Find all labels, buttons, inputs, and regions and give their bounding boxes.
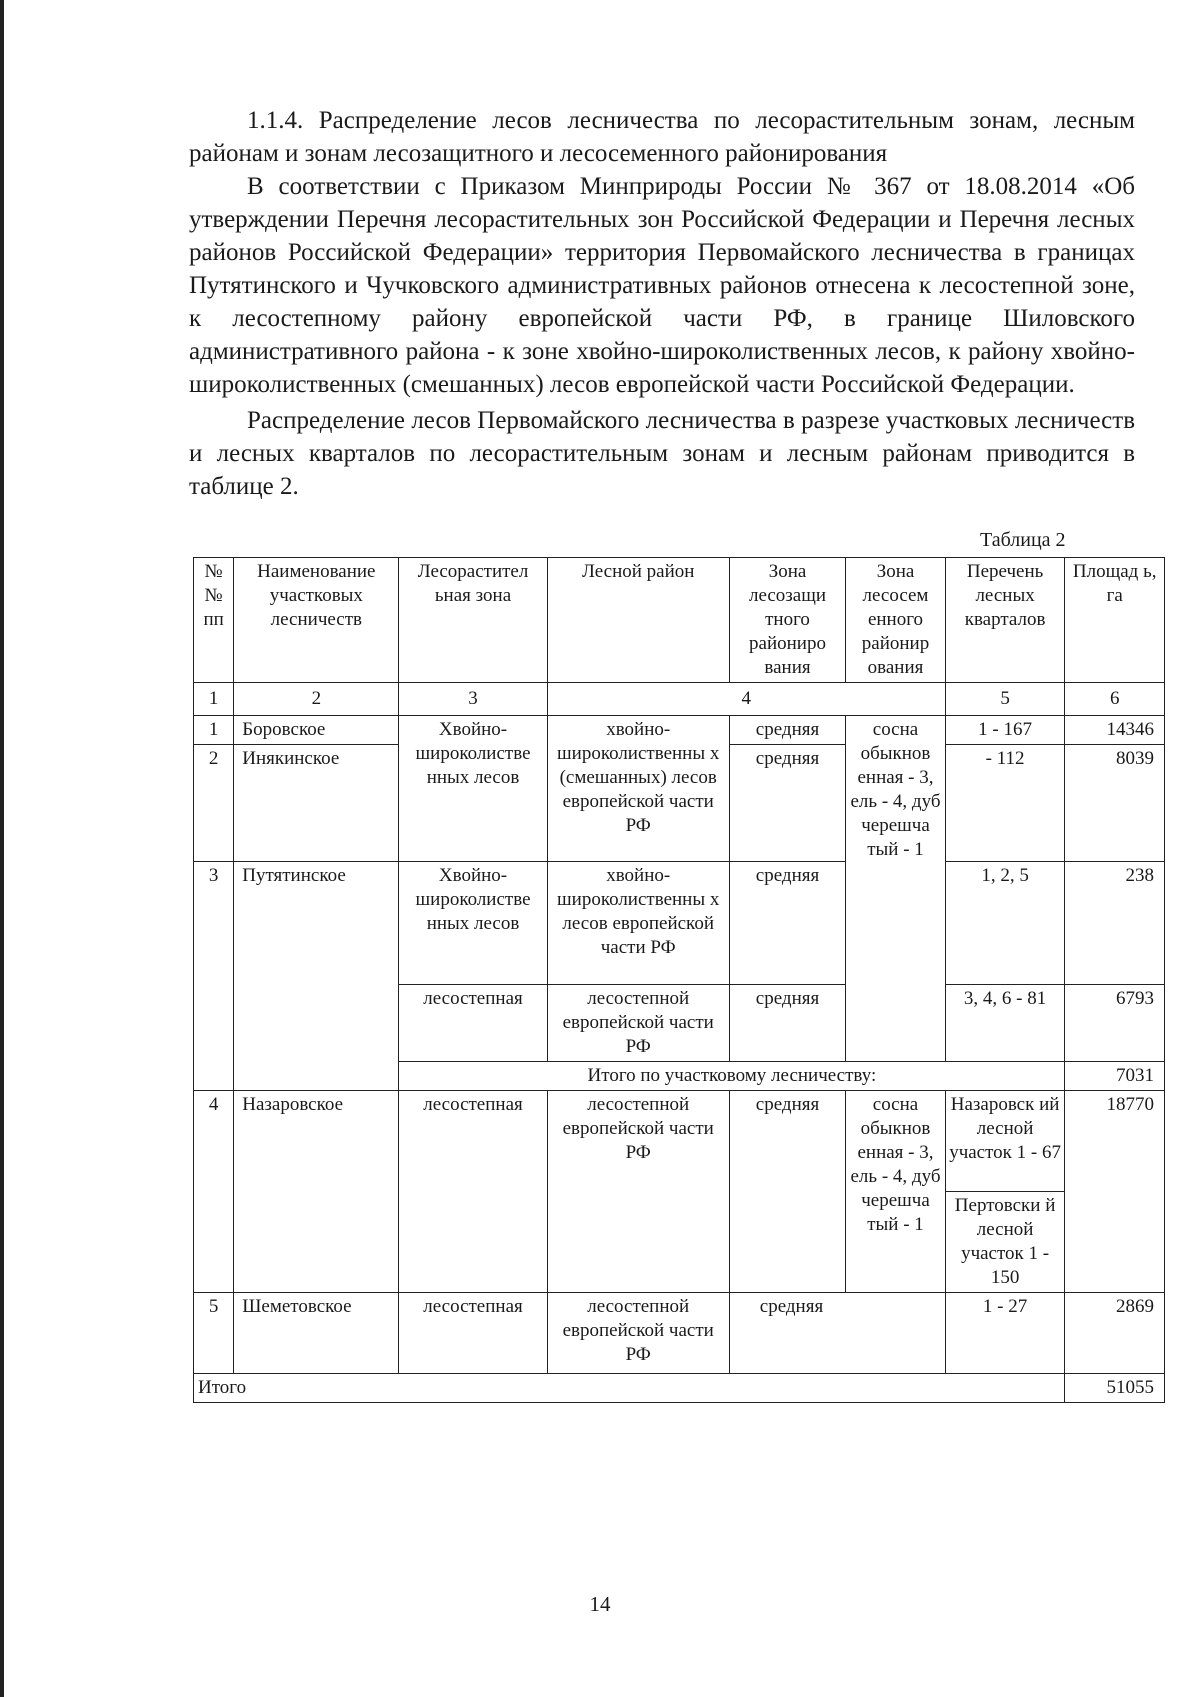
row-protect: средняя	[729, 745, 845, 862]
row-area: 6793	[1065, 985, 1165, 1062]
row-district: лесостепной европейской части РФ	[547, 985, 729, 1062]
row-quarters: Назаровск ий лесной участок 1 - 67	[945, 1091, 1065, 1192]
header-protect-zone: Зона лесозащи тного райониро вания	[729, 558, 845, 683]
row-name: Назаровское	[234, 1091, 399, 1293]
row-protect: средняя	[729, 716, 845, 745]
row-district: хвойно-широколиственны х лесов европейской части РФ	[547, 862, 729, 985]
row-protect: средняя	[729, 1091, 845, 1293]
row-area: 238	[1065, 862, 1165, 985]
col-number: 3	[399, 683, 547, 716]
table-row	[194, 1293, 1165, 1374]
row-name: Боровское	[234, 716, 399, 745]
row-quarters: - 112	[945, 745, 1065, 862]
row-area: 14346	[1065, 716, 1165, 745]
total-label: Итого	[194, 1374, 1065, 1403]
page-binding-edge	[0, 0, 4, 1697]
row-district: лесостепной европейской части РФ	[547, 1293, 729, 1374]
row-quarters: 3, 4, 6 - 81	[945, 985, 1065, 1062]
row-name: Инякинское	[234, 745, 399, 862]
row-zone: Хвойно-широколистве нных лесов	[399, 862, 547, 985]
row-quarters: 1 - 27	[945, 1293, 1065, 1374]
row-quarters: 1 - 167	[945, 716, 1065, 745]
table-row	[194, 1091, 1165, 1192]
col-number: 6	[1065, 683, 1165, 716]
row-zone: Хвойно-широколистве нных лесов	[399, 716, 547, 862]
paragraph-1: В соответствии с Приказом Минприроды России № 367 от 18.08.2014 «Об утверждении Перечня лесорастительных зон Российской Федерации и Перечня лесных районов Российской Федерации» территория Первомайского лесничества в границах Путятинского и Чучковского административных районов отнесена к лесостепной зоне, к лесостепному району европейской части РФ, в границе Шиловского административного района - к зоне хвойно-широколиственных лесов, к району хвойно-широколиственных (смешанных) лесов европейской части Российской Федерации.	[189, 173, 1135, 398]
row-protect: средняя	[729, 1293, 945, 1374]
page-number: 14	[589, 1592, 611, 1616]
row-quarters: 1, 2, 5	[945, 862, 1065, 985]
header-zone: Лесорастител ьная зона	[399, 558, 547, 683]
row-zone: лесостепная	[399, 1293, 547, 1374]
row-zone: лесостепная	[399, 985, 547, 1062]
header-quarters: Перечень лесных кварталов	[945, 558, 1065, 683]
row-seed: сосна обыкнов енная - 3, ель - 4, дуб черешча тый - 1	[846, 1091, 946, 1293]
header-name: Наименование участковых лесничеств	[234, 558, 399, 683]
table-row	[194, 716, 1165, 745]
row-seed: сосна обыкнов енная - 3, ель - 4, дуб черешча тый - 1	[846, 716, 946, 1062]
row-num: 2	[194, 745, 234, 862]
row-district: лесостепной европейской части РФ	[547, 1091, 729, 1293]
subtotal-label: Итого по участковому лесничеству:	[399, 1062, 1065, 1091]
table-row	[194, 862, 1165, 985]
row-district: хвойно-широколиственны х (смешанных) лесов европейской части РФ	[547, 716, 729, 862]
row-name: Путятинское	[234, 862, 399, 1091]
header-area: Площад ь, га	[1065, 558, 1165, 683]
row-quarters: Пертовски й лесной участок 1 - 150	[945, 1192, 1065, 1293]
row-num: 1	[194, 716, 234, 745]
row-num: 4	[194, 1091, 234, 1293]
column-number-row	[194, 683, 1165, 716]
table-caption: Таблица 2	[980, 529, 1066, 551]
header-num: № № пп	[194, 558, 234, 683]
row-zone: лесостепная	[399, 1091, 547, 1293]
row-protect: средняя	[729, 862, 845, 985]
total-area: 51055	[1065, 1374, 1165, 1403]
subtotal-area: 7031	[1065, 1062, 1165, 1091]
row-num: 5	[194, 1293, 234, 1374]
section-heading: 1.1.4. Распределение лесов лесничества по лесорастительным зонам, лесным районам и зонам лесозащитного и лесосеменного районирования	[189, 107, 1135, 167]
row-num: 3	[194, 862, 234, 1091]
col-number: 5	[945, 683, 1065, 716]
col-number: 1	[194, 683, 234, 716]
row-area: 2869	[1065, 1293, 1165, 1374]
total-row	[194, 1374, 1165, 1403]
table-header-row	[194, 558, 1165, 683]
col-number: 4	[547, 683, 945, 716]
document-body	[189, 104, 1135, 503]
header-district: Лесной район	[547, 558, 729, 683]
col-number: 2	[234, 683, 399, 716]
row-area: 18770	[1065, 1091, 1165, 1293]
forest-distribution-table	[193, 557, 1165, 1403]
header-seed-zone: Зона лесосем енного районир ования	[846, 558, 946, 683]
row-name: Шеметовское	[234, 1293, 399, 1374]
row-area: 8039	[1065, 745, 1165, 862]
row-protect: средняя	[729, 985, 845, 1062]
paragraph-2: Распределение лесов Первомайского лесничества в разрезе участковых лесничеств и лесных кварталов по лесорастительным зонам и лесным районам приводится в таблице 2.	[189, 407, 1135, 500]
